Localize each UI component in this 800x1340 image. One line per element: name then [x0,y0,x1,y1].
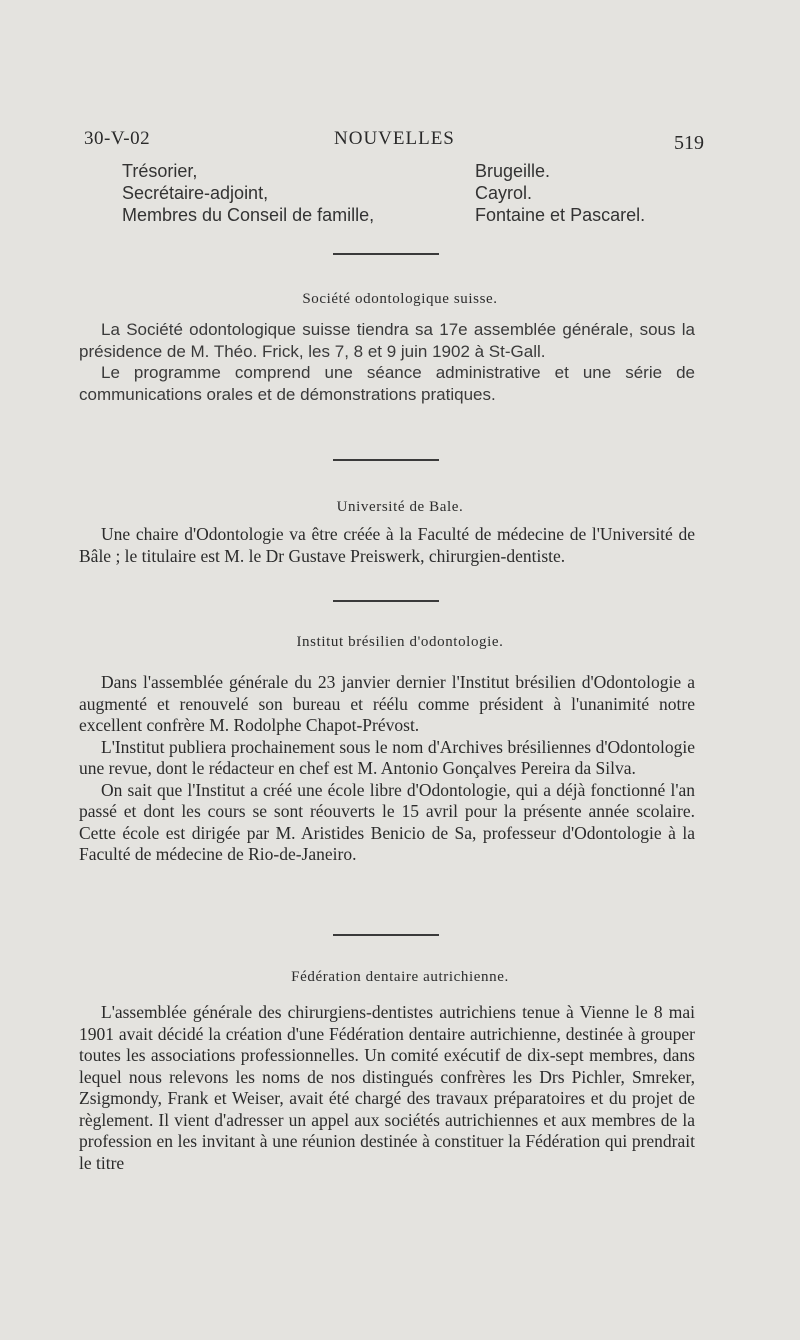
officer-name: Brugeille. [475,161,551,181]
officer-row [122,160,722,182]
section-divider [333,934,439,936]
paragraph: Le programme comprend une séance administrative et une série de communications orales et de démonstrations pratiques. [79,363,695,404]
section-divider [333,600,439,602]
section-title-austrian-federation: Fédération dentaire autrichienne. [291,969,509,985]
paragraph: L'Institut publiera prochainement sous le nom d'Archives brésiliennes d'Odontologie une revue, dont le rédacteur en chef est M. Antonio Gonçalves Pereira da Silva. [79,736,695,778]
officer-name: Fontaine et Pascarel. [475,205,646,225]
section-body-basel-university [79,524,695,567]
officer-role: Trésorier, [122,161,198,181]
section-body-austrian-federation [79,1002,695,1174]
page-number: 519 [674,132,704,154]
section-divider [333,459,439,461]
officer-role: Secrétaire-adjoint, [122,183,269,203]
paragraph: L'assemblée générale des chirurgiens-dentistes autrichiens tenue à Vienne le 8 mai 1901 avait décidé la création d'une Fédération dentaire autrichienne, destinée à grouper toutes les associations professionnelles. Un comité exécutif de dix-sept membres, dans lequel nous relevons les noms de nos distingués confrères les Drs Pichler, Smreker, Zsigmondy, Frank et Weiser, avait été chargé des travaux préparatoires et du projet de règlement. Il vient d'adresser un appel aux sociétés autrichiennes et aux membres de la profession en les invitant à une réunion destinée à constituer la Fédération qui prendrait le titre [79,1002,695,1173]
section-body-brazilian-institute [79,672,695,866]
section-title-swiss-society: Société odontologique suisse. [302,291,498,307]
paragraph: Une chaire d'Odontologie va être créée à la Faculté de médecine de l'Université de Bâle ; le titulaire est M. le Dr Gustave Preiswerk, chirurgien-dentiste. [79,524,695,566]
officers-list [122,160,722,226]
page-header [84,128,704,154]
officer-row [122,182,722,204]
section-body-swiss-society [79,319,695,405]
officer-name: Cayrol. [475,183,533,203]
paragraph: Dans l'assemblée générale du 23 janvier dernier l'Institut brésilien d'Odontologie a augmenté et renouvelé son bureau et réélu comme président à l'unanimité notre excellent confrère M. Rodolphe Chapot-Prévost. [79,672,695,735]
running-title: NOUVELLES [334,128,455,149]
paragraph: On sait que l'Institut a créé une école libre d'Odontologie, qui a déjà fonctionné l'an passé et dont les cours se sont réouverts le 15 avril pour la présente année scolaire. Cette école est dirigée par M. Aristides Benicio de Sa, professeur d'Odontologie à la Faculté de médecine de Rio-de-Janeiro. [79,779,695,864]
section-title-brazilian-institute: Institut brésilien d'odontologie. [296,634,504,650]
header-date: 30-V-02 [84,128,151,149]
section-divider [333,253,439,255]
paragraph: La Société odontologique suisse tiendra sa 17e assemblée générale, sous la présidence de M. Théo. Frick, les 7, 8 et 9 juin 1902 à St-Gall. [79,320,695,361]
section-title-basel-university: Université de Bale. [336,499,464,515]
officer-row [122,204,722,226]
officer-role: Membres du Conseil de famille, [122,205,375,225]
